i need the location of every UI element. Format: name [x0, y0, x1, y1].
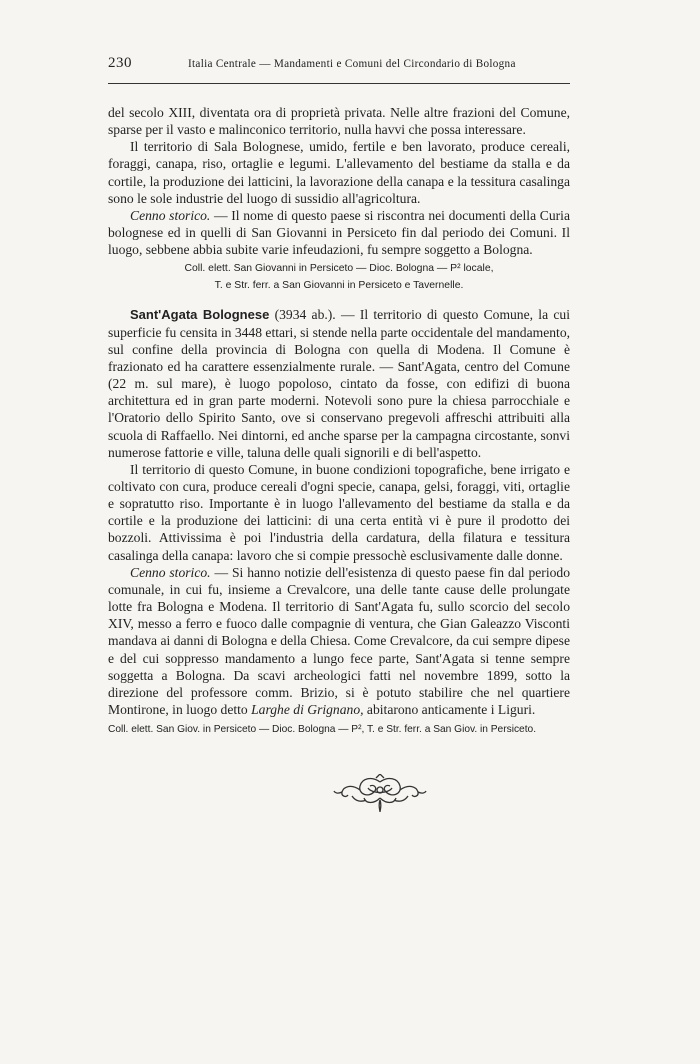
historical-text: — Si hanno notizie dell'esistenza di questo paese fin dal periodo comunale, in cui fu, insieme a Crevalcore, una delle tante cause delle prolungate lotte fra Bologna e Modena. Il territorio di Sant'Agata fu, sullo scorcio del secolo XIV, messo a ferro e fuoco dalle compagnie di ventura, che Gian Galeazzo Visconti mandava ai danni di Bologna e della Chiesa. Come Crevalcore, da cui sempre dipese e del cui soppresso mandamento a lungo fece parte, Sant'Agata si tenne sempre soggetta a Bologna. Da scavi archeologici fatti nel novembre 1899, sotto la direzione del professore comm. Brizio, si è potuto stabilire che nel quartiere Montirone, in luogo detto: [108, 564, 570, 717]
sala-admin-note: [108, 260, 570, 294]
header-rule: [108, 83, 570, 84]
sala-paragraph-1: del secolo XIII, diventata ora di proprietà privata. Nelle altre frazioni del Comune, sparse per il vasto e malinconico territorio, nulla havvi che possa interessare.: [108, 105, 570, 138]
page-number: 230: [108, 55, 132, 71]
page-content: [108, 104, 570, 738]
decorative-ornament-icon: [332, 774, 428, 816]
santagata-admin-note: Coll. elett. San Giov. in Persiceto — Dioc. Bologna — P², T. e Str. ferr. a San Giov. in Persiceto.: [108, 724, 537, 736]
historical-text-end: abitarono anticamente i Liguri.: [363, 702, 536, 717]
santagata-historical-note: [108, 564, 570, 718]
entry-text: (3934 ab.). — Il territorio di questo Comune, la cui superficie fu censita in 3448 ettari, si stende nella parte occidentale del mandamento, sul confine della provincia di Bologna con quella di Modena. Il Comune è frazionato ed ha carattere essenzialmente rurale. — Sant'Agata, centro del Comune (22 m. sul mare), è luogo popoloso, cintato da fosse, con edifizi di buona architettura ed in gran parte moderni. Notevoli sono pure la chiesa parrocchiale e l'Oratorio dello Spirito Santo, ove si conservano pregevoli affreschi attribuiti alla scuola di Raffaello. Nei dintorni, ed anche sparse per la campagna circostante, sonvi numerose fattorie e ville, taluna delle quali signorili e di bell'aspetto.: [108, 307, 571, 460]
historical-label: Cenno storico.: [130, 207, 211, 223]
santagata-paragraph-1: [108, 306, 570, 460]
historical-text: — Il nome di questo paese si riscontra nei documenti della Curia bolognese ed in quelli di San Giovanni in Persiceto fin dal periodo dei Comuni. Il luogo, sebbene abbia subite varie infeudazioni, fu sempre soggetto a Bologna.: [108, 207, 570, 258]
place-name: Larghe di Grignano,: [251, 702, 364, 717]
sala-paragraph-2: Il territorio di Sala Bolognese, umido, fertile e ben lavorato, produce cereali, foraggi, canapa, riso, ortaglie e legumi. L'allevamento del bestiame da stalla e da cortile, la produzione dei latticini, la lavorazione della canapa e la tessitura casalinga sono le sole industrie del luogo di sussidio all'agricoltura.: [108, 139, 570, 206]
page-header: [108, 52, 570, 76]
santagata-paragraph-2: Il territorio di questo Comune, in buone condizioni topografiche, bene irrigato e coltivato con cura, produce cereali d'ogni specie, canapa, gelsi, foraggi, viti, ortaglie e sopratutto riso. Importante è in luogo l'allevamento del bestiame da stalla e da cortile e la produzione dei latticini: di una certa entità vi è pure il prodotto dei bozzoli. Attivissima è poi l'industria della cardatura, della filatura e tessitura casalinga della canapa: lavoro che si compie pressochè esclusivamente dalle donne.: [108, 461, 570, 563]
running-title: Italia Centrale — Mandamenti e Comuni del Circondario di Bologna: [188, 58, 516, 70]
admin-note-line-1: Coll. elett. San Giovanni in Persiceto — Dioc. Bologna — P² locale,: [184, 263, 494, 275]
admin-note-line-2: T. e Str. ferr. a San Giovanni in Persiceto e Tavernelle.: [214, 280, 464, 292]
entry-title: Sant'Agata Bolognese: [130, 307, 270, 323]
historical-label: Cenno storico.: [130, 564, 211, 580]
sala-historical-note: [108, 207, 570, 258]
